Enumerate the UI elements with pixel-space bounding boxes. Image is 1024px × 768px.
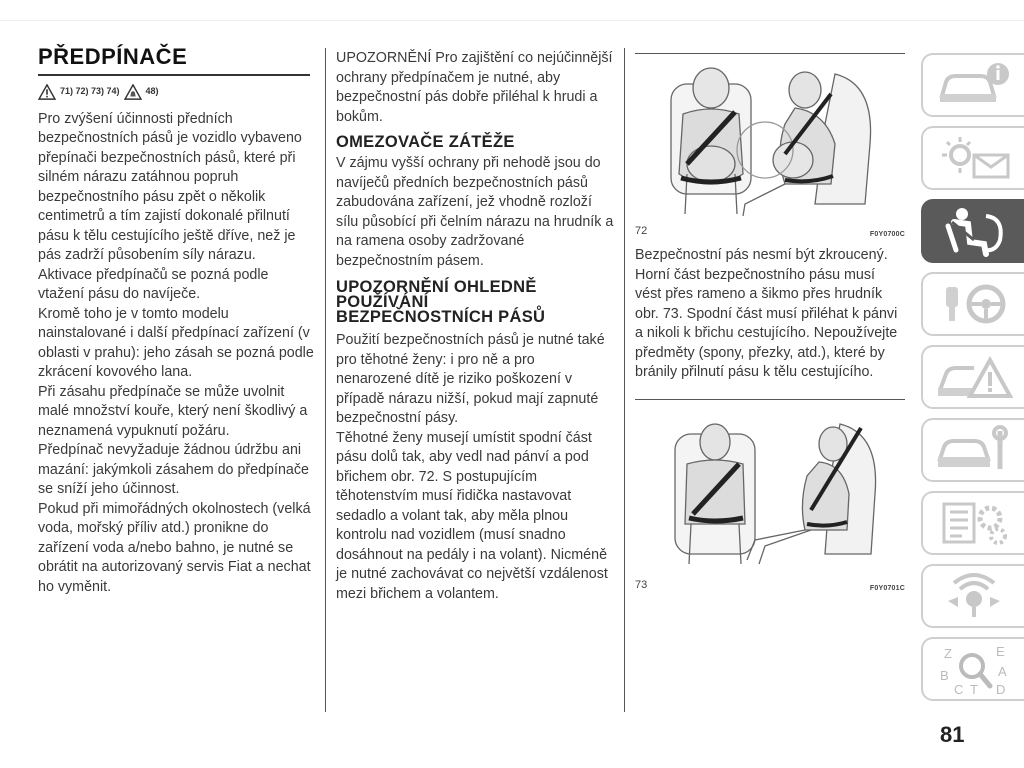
figure-top-rule xyxy=(635,399,905,400)
light-envelope-icon xyxy=(934,133,1014,183)
column-divider xyxy=(325,48,326,712)
multimedia-icon xyxy=(934,571,1014,621)
index-letter-z: Z xyxy=(943,646,952,661)
figure-caption xyxy=(635,576,905,599)
section-heading-omezovace: OMEZOVAČE ZÁTĚŽE xyxy=(336,133,515,151)
specs-gears-icon xyxy=(934,498,1014,548)
tab-lights-messages[interactable] xyxy=(921,126,1024,190)
tab-starting-driving[interactable] xyxy=(921,272,1024,336)
hand-caution-icon xyxy=(124,84,142,100)
paragraph: Aktivace předpínačů se pozná podle vtažení pásu do navíječe. xyxy=(38,266,269,302)
tab-emergency[interactable] xyxy=(921,345,1024,409)
car-tools-icon xyxy=(934,425,1014,475)
paragraph: V zájmu vyšší ochrany při nehodě jsou do navíječů předních bezpečnostních pásů zabudována zařízení, jež vhodně rozloží sílu působící při čelním nárazu na hrudník a na ramena osoby zadržované bezpečnostním pásem. xyxy=(336,155,614,269)
index-letter-c: C xyxy=(953,682,963,696)
index-letter-e: E xyxy=(995,644,1005,659)
pregnant-seatbelt-illustration xyxy=(635,54,905,220)
paragraph: Použití bezpečnostních pásů je nutné také pro těhotné ženy: i pro ně a pro nenarozené dítě je riziko poškození v případě nárazu nižší, pokud mají zapnuté bezpečnostní pásy. xyxy=(336,332,605,426)
figure-72 xyxy=(635,54,905,238)
figure-code: F0Y0701C xyxy=(869,584,905,592)
warning-triangle-icon xyxy=(38,84,56,100)
tab-safety[interactable] xyxy=(921,199,1024,263)
top-divider xyxy=(0,20,1024,21)
steering-key-icon xyxy=(934,279,1014,329)
figure-code: F0Y0700C xyxy=(869,231,905,238)
paragraph: Pro zvýšení účinnosti předních bezpečnostních pásů je vozidlo vybaveno přepínači bezpečnostních pásů, které při silném nárazu zatáhnou popruh bezpečnostního pásu zpět o několik centimetrů a tím zajistí dokonalé přilnutí pásu k tělu cestujícího ještě dříve, než je pás zadrží působením síly nárazu. xyxy=(38,110,302,263)
index-search-icon xyxy=(934,642,1014,696)
road-warning-icon xyxy=(934,352,1014,402)
figure-number: 73 xyxy=(635,578,648,591)
tab-index[interactable] xyxy=(921,637,1024,701)
tab-maintenance[interactable] xyxy=(921,418,1024,482)
tab-car-info[interactable] xyxy=(921,53,1024,117)
page-number: 81 xyxy=(940,722,965,747)
figure-73 xyxy=(635,414,905,599)
page-title: PŘEDPÍNAČE xyxy=(38,44,188,69)
figure-caption xyxy=(635,222,905,245)
index-letter-d: D xyxy=(995,682,1005,696)
warning-refs-first: 71) 72) 73) 74) xyxy=(60,85,120,96)
column-1 xyxy=(38,44,314,597)
column-divider xyxy=(624,48,625,712)
car-info-icon xyxy=(934,60,1014,110)
upozorneni-note: UPOZORNĚNÍ Pro zajištění co nejúčinnější ochrany předpínačem je nutné, aby bezpečnostní pás dobře přiléhal k hrudi a bokům. xyxy=(336,50,613,125)
index-letter-a: A xyxy=(997,664,1007,679)
column-3 xyxy=(635,53,905,598)
seatbelt-position-illustration xyxy=(635,414,905,574)
heading-line: BEZPEČNOSTNÍCH PÁSŮ xyxy=(336,308,546,326)
heading-line: POUŽÍVÁNÍ xyxy=(336,293,429,311)
paragraph: Těhotné ženy musejí umístit spodní část pásu dolů tak, aby vedl nad pánví a pod břichem obr. 72. S postupujícím těhotenstvím musí řidička nastavovat sedadlo a volant tak, aby měla plnou kontrolu nad vozidlem (musí snadno dosáhnout na pedály i na volant). Nicméně je nutné zachovávat co největší vzdálenost mezi břichem a volantem. xyxy=(336,429,608,602)
heading-line: UPOZORNĚNÍ OHLEDNĚ xyxy=(336,278,537,296)
section-tabs xyxy=(921,53,1024,710)
figure-number: 72 xyxy=(635,225,648,237)
index-letter-t: T xyxy=(969,682,978,696)
column-2 xyxy=(336,49,614,604)
paragraph: Bezpečnostní pás nesmí být zkroucený. Horní část bezpečnostního pásu musí vést přes rameno a šikmo přes hrudník obr. 73. Spodní část musí přiléhat k pánvi a nikoli k břichu cestujícího. Nepoužívejte předměty (spony, přezky, atd.), které by bránily přilnutí pásu k tělu cestujícího. xyxy=(635,247,898,380)
paragraph: Kromě toho je v tomto modelu nainstalované i další předpínací zařízení (v oblasti v prahu): jeho zásah se pozná podle zkrácení kovového lana. xyxy=(38,305,314,380)
tab-multimedia[interactable] xyxy=(921,564,1024,628)
warning-refs xyxy=(38,82,314,102)
seat-safety-icon xyxy=(934,204,1014,258)
section-heading-upozorneni xyxy=(336,280,614,325)
paragraph: Pokud při mimořádných okolnostech (velká voda, mořský příliv atd.) pronikne do zařízení voda a/nebo bahno, je nutné se obrátit na autorizovaný servis Fiat a nechat ho vyměnit. xyxy=(38,500,311,595)
index-letter-b: B xyxy=(939,668,949,683)
paragraph: Předpínač nevyžaduje žádnou údržbu ani mazání: jakýmkoli zásahem do předpínače se sníží jeho účinnost. xyxy=(38,442,309,497)
warning-refs-second: 48) xyxy=(145,85,159,96)
tab-technical-data[interactable] xyxy=(921,491,1024,555)
paragraph: Při zásahu předpínače se může uvolnit malé množství kouře, který není škodlivý a neznamená vypuknutí požáru. xyxy=(38,383,308,439)
title-underline xyxy=(38,74,310,76)
